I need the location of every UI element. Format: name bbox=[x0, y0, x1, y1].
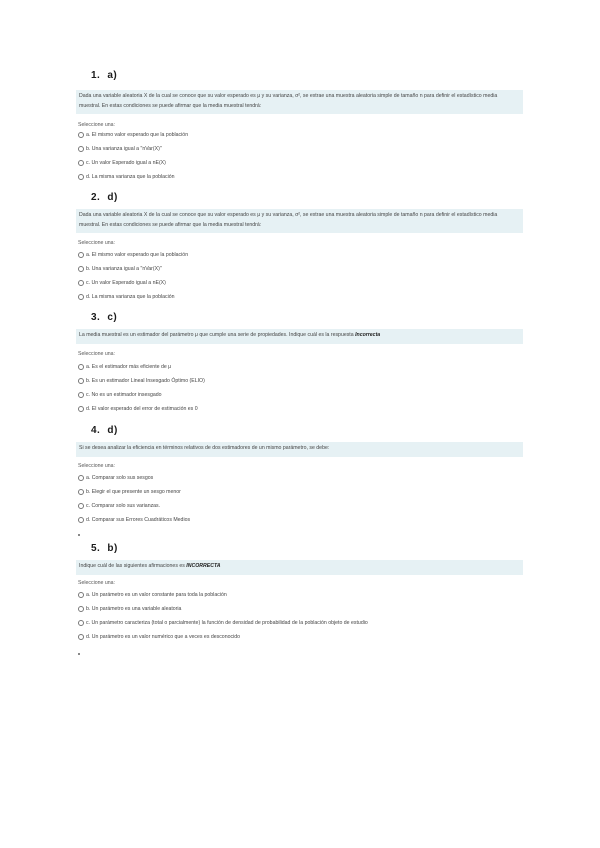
option-c[interactable] bbox=[78, 280, 166, 286]
radio-icon[interactable] bbox=[78, 489, 84, 495]
question-text-body: Indique cuál de las siguientes afirmaciones es bbox=[79, 563, 185, 569]
question-emphasis: Incorrecta bbox=[355, 332, 381, 338]
option-d[interactable] bbox=[78, 517, 190, 523]
question-answer: c) bbox=[107, 312, 118, 323]
option-label: a. Comparar solo sus sesgos bbox=[86, 475, 154, 481]
question-heading bbox=[91, 70, 117, 81]
option-label: d. La misma varianza que la población bbox=[86, 294, 175, 300]
option-d[interactable] bbox=[78, 406, 198, 412]
radio-icon[interactable] bbox=[78, 406, 84, 412]
option-d[interactable] bbox=[78, 294, 175, 300]
question-answer: d) bbox=[107, 425, 118, 436]
separator-dot bbox=[78, 534, 80, 536]
option-b[interactable] bbox=[78, 489, 181, 495]
question-number: 1. bbox=[91, 70, 101, 81]
option-a[interactable] bbox=[78, 252, 188, 258]
question-number: 4. bbox=[91, 425, 101, 436]
option-label: b. Elegir el que presente un sesgo menor bbox=[86, 489, 181, 495]
option-label: a. El mismo valor esperado que la población bbox=[86, 252, 189, 258]
radio-icon[interactable] bbox=[78, 252, 84, 258]
radio-icon[interactable] bbox=[78, 294, 84, 300]
question-text bbox=[79, 331, 520, 341]
option-label: b. Un parámetro es una variable aleatoria bbox=[86, 606, 182, 612]
option-c[interactable] bbox=[78, 160, 166, 166]
question-box bbox=[76, 209, 523, 233]
question-emphasis: INCORRECTA bbox=[186, 563, 221, 569]
radio-icon[interactable] bbox=[78, 620, 84, 626]
question-text bbox=[79, 444, 520, 454]
option-d[interactable] bbox=[78, 634, 240, 640]
option-label: a. Es el estimador más eficiente de μ bbox=[86, 364, 172, 370]
radio-icon[interactable] bbox=[78, 266, 84, 272]
radio-icon[interactable] bbox=[78, 503, 84, 509]
option-label: c. Comparar solo sus varianzas. bbox=[86, 503, 161, 509]
option-label: c. No es un estimador insesgado bbox=[86, 392, 162, 398]
question-number: 3. bbox=[91, 312, 101, 323]
option-label: d. El valor esperado del error de estimación es 0 bbox=[86, 406, 198, 412]
question-number: 2. bbox=[91, 192, 101, 203]
select-label: Seleccione una: bbox=[78, 351, 115, 357]
radio-icon[interactable] bbox=[78, 634, 84, 640]
question-text-body: Si se desea analizar la eficiencia en términos relativos de dos estimadores de un mismo parámetro, se debe: bbox=[79, 445, 330, 451]
question-heading bbox=[91, 192, 118, 203]
question-text-body: Dada una variable aleatoria X de la cual se conoce que su valor esperado es μ y su varianza, σ², se extrae una muestra aleatoria simple de tamaño n para definir el estadístico media muestral. En estas condiciones se puede afirmar que la media muestral tendrá: bbox=[79, 93, 498, 109]
option-label: d. Un parámetro es un valor numérico que a veces es desconocido bbox=[86, 634, 240, 640]
question-text bbox=[79, 92, 520, 111]
question-number: 5. bbox=[91, 543, 101, 554]
option-label: c. Un valor Esperado igual a nE(X) bbox=[86, 280, 166, 286]
option-c[interactable] bbox=[78, 392, 162, 398]
option-label: d. La misma varianza que la población bbox=[86, 174, 175, 180]
radio-icon[interactable] bbox=[78, 146, 84, 152]
option-a[interactable] bbox=[78, 132, 188, 138]
select-label: Seleccione una: bbox=[78, 240, 115, 246]
option-a[interactable] bbox=[78, 475, 153, 481]
option-b[interactable] bbox=[78, 378, 205, 384]
option-label: d. Comparar sus Errores Cuadráticos Medios bbox=[86, 517, 191, 523]
select-label: Seleccione una: bbox=[78, 463, 115, 469]
option-b[interactable] bbox=[78, 266, 162, 272]
question-box bbox=[76, 560, 523, 575]
question-heading bbox=[91, 543, 118, 554]
option-c[interactable] bbox=[78, 620, 368, 626]
radio-icon[interactable] bbox=[78, 280, 84, 286]
question-answer: a) bbox=[107, 70, 118, 81]
question-answer: d) bbox=[107, 192, 118, 203]
question-text-body: Dada una variable aleatoria X de la cual se conoce que su valor esperado es μ y su varianza, σ², se extrae una muestra aleatoria simple de tamaño n para definir el estadístico media muestral. En estas condiciones se puede afirmar que la media muestral tendrá: bbox=[79, 212, 498, 228]
option-a[interactable] bbox=[78, 364, 171, 370]
option-label: b. Una varianza igual a "nVar(X)" bbox=[86, 146, 162, 152]
radio-icon[interactable] bbox=[78, 606, 84, 612]
question-text-body: La media muestral es un estimador del parámetro μ que cumple una serie de propiedades. Indique cuál es la respuesta bbox=[79, 332, 354, 338]
question-answer: b) bbox=[107, 543, 118, 554]
option-b[interactable] bbox=[78, 606, 181, 612]
separator-dot bbox=[78, 653, 80, 655]
option-label: a. El mismo valor esperado que la población bbox=[86, 132, 189, 138]
option-label: c. Un valor Esperado igual a nE(X) bbox=[86, 160, 166, 166]
question-heading bbox=[91, 312, 117, 323]
option-label: b. Es un estimador Lineal Insesgado Óptimo (ELIO) bbox=[86, 378, 205, 384]
question-text bbox=[79, 562, 520, 572]
radio-icon[interactable] bbox=[78, 160, 84, 166]
option-label: b. Una varianza igual a "nVar(X)" bbox=[86, 266, 162, 272]
radio-icon[interactable] bbox=[78, 132, 84, 138]
radio-icon[interactable] bbox=[78, 592, 84, 598]
radio-icon[interactable] bbox=[78, 378, 84, 384]
option-a[interactable] bbox=[78, 592, 227, 598]
question-heading bbox=[91, 425, 118, 436]
radio-icon[interactable] bbox=[78, 392, 84, 398]
radio-icon[interactable] bbox=[78, 475, 84, 481]
select-label: Seleccione una: bbox=[78, 122, 115, 128]
radio-icon[interactable] bbox=[78, 364, 84, 370]
question-box bbox=[76, 90, 523, 114]
option-c[interactable] bbox=[78, 503, 160, 509]
question-box bbox=[76, 329, 523, 344]
radio-icon[interactable] bbox=[78, 517, 84, 523]
question-text bbox=[79, 211, 520, 230]
question-box bbox=[76, 442, 523, 457]
option-label: a. Un parámetro es un valor constante para toda la población bbox=[86, 592, 227, 598]
option-d[interactable] bbox=[78, 174, 175, 180]
select-label: Seleccione una: bbox=[78, 580, 115, 586]
radio-icon[interactable] bbox=[78, 174, 84, 180]
option-b[interactable] bbox=[78, 146, 162, 152]
option-label: c. Un parámetro caracteriza (total o parcialmente) la función de densidad de probabilidad de la población objeto de estudio bbox=[86, 620, 368, 626]
